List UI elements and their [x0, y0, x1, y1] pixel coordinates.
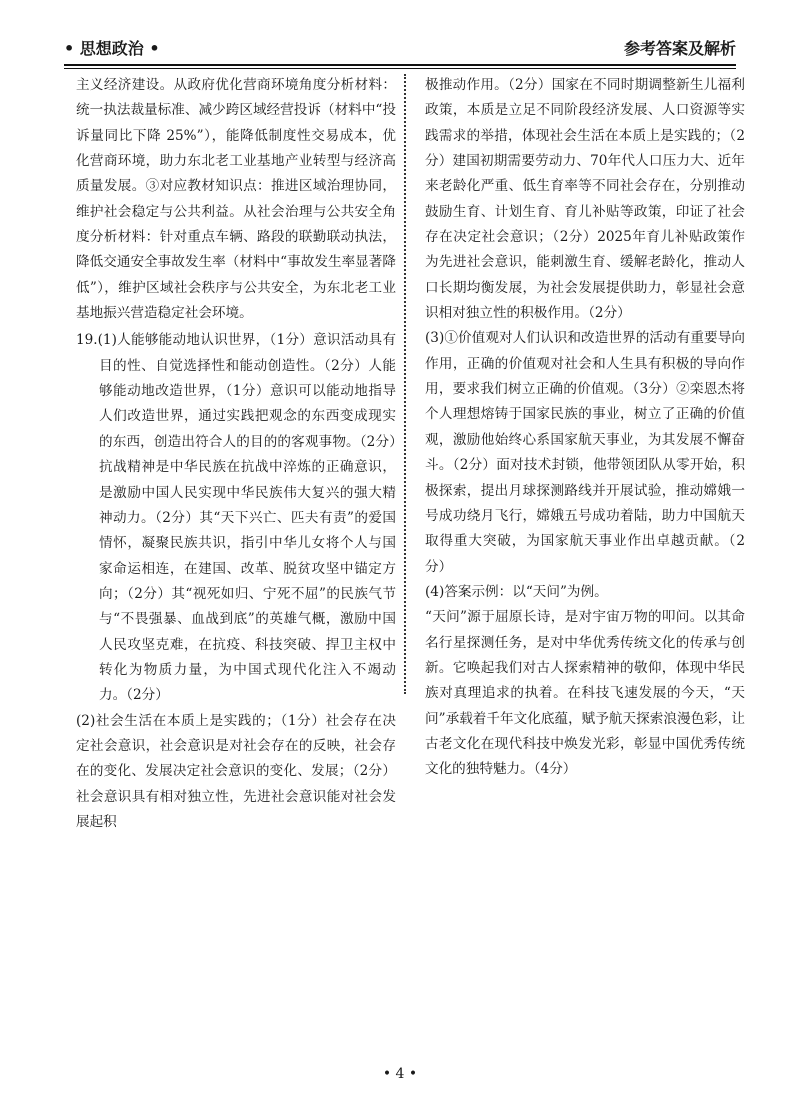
right-column — [425, 73, 745, 783]
question-19-part-3: (3)①价值观对人们认识和改造世界的活动有重要导向作用，正确的价值观对社会和人生具有积极的导向作用，要求我们树立正确的价值观。（3分）②栾恩杰将个人理想熔铸于国家民族的事业，树立了正确的价值观，激励他始终心系国家航天事业，为其发展不懈奋斗。（2分）面对技术封锁，他带领团队从零开始，积极探索，提出月球探测路线并开展试验，推动嫦娥一号成功绕月飞行，嫦娥五号成功着陆，助力中国航天取得重大突破，为国家航天事业作出卓越贡献。（2分） — [425, 330, 745, 575]
page-header — [64, 36, 736, 60]
subject-label: • 思想政治 • — [64, 39, 160, 58]
left-column — [76, 73, 396, 835]
question-19-part-1: 19.(1)人能够能动地认识世界，（1分）意识活动具有目的性、自觉选择性和能动创造性。（2分）人能够能动地改造世界，（1分）意识可以能动地指导人们改造世界，通过实践把观念的东西变成现实的东西，创造出符合人的目的的客观事物。（2分）抗战精神是中华民族在抗战中淬炼的正确意识，是激励中国人民实现中华民族伟大复兴的强大精神动力。（2分）其“天下兴亡、匹夫有责”的爱国情怀，凝聚民族共识，指引中华儿女将个人与国家命运相连，在建国、改革、脱贫攻坚中锚定方向；（2分）其“视死如归、宁死不屈”的民族气节与“不畏强暴、血战到底”的英雄气概，激励中国人民攻坚克难，在抗疫、科技突破、捍卫主权中转化为物质力量，为中国式现代化注入不竭动力。（2分） — [76, 332, 396, 704]
section-title: 参考答案及解析 — [623, 39, 736, 58]
column-divider — [404, 74, 406, 694]
header-rule-thick — [64, 64, 736, 66]
question-19-part-4: (4)答案示例：以“天问”为例。 — [425, 583, 608, 600]
page-number: • 4 • — [382, 1066, 418, 1082]
question-19-part-2: (2)社会生活在本质上是实践的；（1分）社会存在决定社会意识，社会意识是对社会存在的反映，社会存在的变化、发展决定社会意识的变化、发展；（2分）社会意识具有相对独立性，先进社会意识能对社会发展起积 — [76, 712, 396, 830]
question-19-part-4-answer: “天问”源于屈原长诗，是对宇宙万物的叩问。以其命名行星探测任务，是对中华优秀传统文化的传承与创新。它唤起我们对古人探索精神的敬仰，体现中华民族对真理追求的执着。在科技飞速发展的今天，“天问”承载着千年文化底蕴，赋予航天探索浪漫色彩，让古老文化在现代科技中焕发光彩，彰显中国优秀传统文化的独特魅力。（4分） — [425, 609, 745, 778]
header-rule-thin — [64, 68, 736, 69]
question-19-part-2-continued: 极推动作用。（2分）国家在不同时期调整新生儿福利政策，本质是立足不同阶段经济发展、人口资源等实践需求的举措，体现社会生活在本质上是实践的；（2分）建国初期需要劳动力、70年代人口压力大、近年来老龄化严重、低生育率等不同社会存在，分别推动鼓励生育、计划生育、育儿补贴等政策，印证了社会存在决定社会意识；（2分）2025年育儿补贴政策作为先进社会意识，能刺激生育、缓解老龄化，推动人口长期均衡发展，为社会发展提供助力，彰显社会意识相对独立性的积极作用。（2分） — [425, 77, 745, 322]
answer-continuation: 主义经济建设。从政府优化营商环境角度分析材料：统一执法裁量标准、减少跨区域经营投诉（材料中“投诉量同比下降 25%”），能降低制度性交易成本，优化营商环境，助力东北老工业基地产业转型与经济高质量发展。③对应教材知识点：推进区域治理协同，维护社会稳定与公共利益。从社会治理与公共安全角度分析材料：针对重点车辆、路段的联勤联动执法，降低交通安全事故发生率（材料中“事故发生率显著降低”），维护区域社会秩序与公共安全，为东北老工业基地振兴营造稳定社会环境。 — [76, 77, 396, 322]
